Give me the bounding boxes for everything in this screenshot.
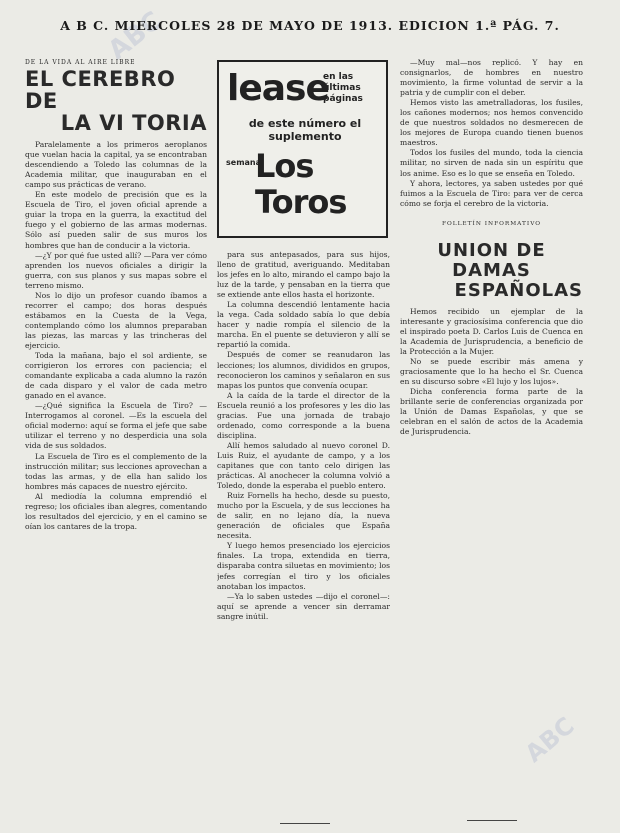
ad-middle-text: de este número el suplemento bbox=[248, 117, 362, 143]
paragraph: —Ya lo saben ustedes —dijo el coronel—: aquí se aprende a vencer sin derramar sangre inútil. bbox=[217, 591, 390, 621]
ad-small-text: semanal bbox=[226, 158, 264, 167]
paragraph: Hemos visto las ametralladoras, los fusiles, los cañones modernos; nos hemos convencido de que nuestros soldados no desmerecen de los mejores de Europa cuando tienen buenos maestros. bbox=[400, 98, 583, 148]
library-stamp-watermark: ABC bbox=[519, 711, 580, 768]
paragraph: Toda la mañana, bajo el sol ardiente, se corrigieron los errores con paciencia; el comandante explicaba a cada alumno la razón de cada disparo y el valor de cada metro ganado en el avance. bbox=[25, 351, 207, 401]
paragraph: Después de comer se reanudaron las lecciones; los alumnos, divididos en grupos, reconocieron los caminos y señalaron en sus mapas los puntos que convenía ocupar. bbox=[217, 350, 390, 390]
paragraph: Y luego hemos presenciado los ejercicios finales. La tropa, extendida en tierra, disparaba contra siluetas en movimiento; los jefes corregían el tiro y los oficiales anotaban los impactos. bbox=[217, 541, 390, 591]
article-title-line1: EL CEREBRO DE bbox=[25, 67, 176, 114]
column-end-rule bbox=[467, 820, 517, 821]
article-column-3 bbox=[400, 58, 583, 818]
paragraph: Dicha conferencia forma parte de la brillante serie de conferencias organizada por la Unión de Damas Españolas, y que se celebran en el salón de actos de la Academia de Jurisprudencia. bbox=[400, 387, 583, 437]
paragraph: Paralelamente a los primeros aeroplanos que vuelan hacia la capital, ya se encontraban descendiendo a Toledo las columnas de la Academia militar, que inauguraban en el campo sus prácticas de verano. bbox=[25, 140, 207, 190]
column-end-rule bbox=[280, 823, 330, 824]
article-title-line2: ESPAÑOLAS bbox=[454, 279, 583, 301]
ad-subline: en las últimas páginas bbox=[323, 72, 363, 104]
paragraph: Nos lo dijo un profesor cuando íbamos a recorrer el campo; dos horas después estábamos en la Cuesta de la Vega, contemplando cómo los alumnos preparaban las piezas, las marcas y las trincheras del ejercicio. bbox=[25, 290, 207, 350]
article-column-1 bbox=[25, 58, 207, 823]
paragraph: A la caída de la tarde el director de la Escuela reunió a los profesores y les dio las gracias. Fue una jornada de trabajo ordenado, como corresponde a la buena disciplina. bbox=[217, 390, 390, 440]
paragraph: —Muy mal—nos replicó. Y hay en consignarlos, de hombres en nuestro movimiento, la firme voluntad de servir a la patria y de cumplir con el deber. bbox=[400, 58, 583, 98]
paragraph: La columna descendió lentamente hacia la vega. Cada soldado sabía lo que debía hacer y nadie rompía el silencio de la marcha. En el puente se detuvieron y allí se repartió la comida. bbox=[217, 300, 390, 350]
paragraph: Allí hemos saludado al nuevo coronel D. Luis Ruiz, el ayudante de campo, y a los capitanes que con tanto celo dirigen las prácticas. Al anochecer la columna volvió a Toledo, donde la esperaba el pueblo entero. bbox=[217, 440, 390, 491]
ad-title: Los Toros bbox=[255, 147, 347, 221]
paragraph: Y ahora, lectores, ya saben ustedes por qué fuimos a la Escuela de Tiro: para ver de cerca cómo se forja el cerebro de la victoria. bbox=[400, 178, 583, 208]
ad-headline: lease bbox=[227, 68, 329, 109]
paragraph: La Escuela de Tiro es el complemento de la instrucción militar; sus lecciones aprovechan a todas las armas, y de ella han salido los hombres más capaces de nuestro ejército. bbox=[25, 451, 207, 491]
paragraph: No se puede escribir más amena y graciosamente que lo ha hecho el Sr. Cuenca en su discurso sobre «El lujo y los lujos». bbox=[400, 356, 583, 387]
section-label: FOLLETÍN INFORMATIVO bbox=[441, 220, 542, 227]
paragraph: Ruiz Fornells ha hecho, desde su puesto, mucho por la Escuela, y de sus lecciones ha de salir, en no lejano día, la nueva generación de oficiales que España necesita. bbox=[217, 491, 390, 541]
article-column-2 bbox=[217, 250, 390, 820]
paragraph: En este modelo de precisión que es la Escuela de Tiro, el joven oficial aprende a guiar la tropa en la guerra, la exactitud del fuego y el gobierno de las armas modernas. Sólo así pueden salir de sus muros los hombres que han de conducir a la victoria. bbox=[25, 190, 207, 250]
paragraph: para sus antepasados, para sus hijos, lleno de gratitud, averiguando. Meditaban los jefes en lo alto, mirando el campo bajo la luz de la tarde, y pensaban en la tierra que se extiende ante ellos hasta el horizonte. bbox=[217, 250, 390, 300]
paragraph: —¿Qué significa la Escuela de Tiro? —Interrogamos al coronel. —Es la escuela del oficial moderno: aquí se forma el jefe que sabe utilizar el terreno y no desperdicia una sola vida de sus soldados. bbox=[25, 401, 207, 451]
page-header: A B C. MIERCOLES 28 DE MAYO DE 1913. EDICION 1.ª PÁG. 7. bbox=[60, 18, 560, 33]
paragraph: —¿Y por qué fue usted allí? —Para ver cómo aprenden los nuevos oficiales a dirigir la guerra, con sus planos y sus mapas sobre el terreno mismo. bbox=[25, 250, 207, 290]
advertisement-box bbox=[217, 60, 388, 238]
paragraph: Al mediodía la columna emprendió el regreso; los oficiales iban alegres, comentando los resultados del ejercicio, y en el camino se oían los cantares de la tropa. bbox=[25, 491, 207, 531]
library-stamp-watermark: ABC bbox=[102, 5, 168, 66]
paragraph: Hemos recibido un ejemplar de la interesante y graciosísima conferencia que dio el inspirado poeta D. Carlos Luis de Cuenca en la Academia de Jurisprudencia, a beneficio de la Protección a la Mujer. bbox=[400, 306, 583, 356]
article-title-line1: UNION DE DAMAS bbox=[437, 239, 546, 281]
paragraph: Todos los fusiles del mundo, toda la ciencia militar, no sirven de nada sin un espíritu que los anime. Eso es lo que se enseña en Toledo. bbox=[400, 148, 583, 178]
article-title-line2: LA VI TORIA bbox=[60, 111, 207, 136]
section-kicker: DE LA VIDA AL AIRE LIBRE bbox=[25, 59, 136, 66]
